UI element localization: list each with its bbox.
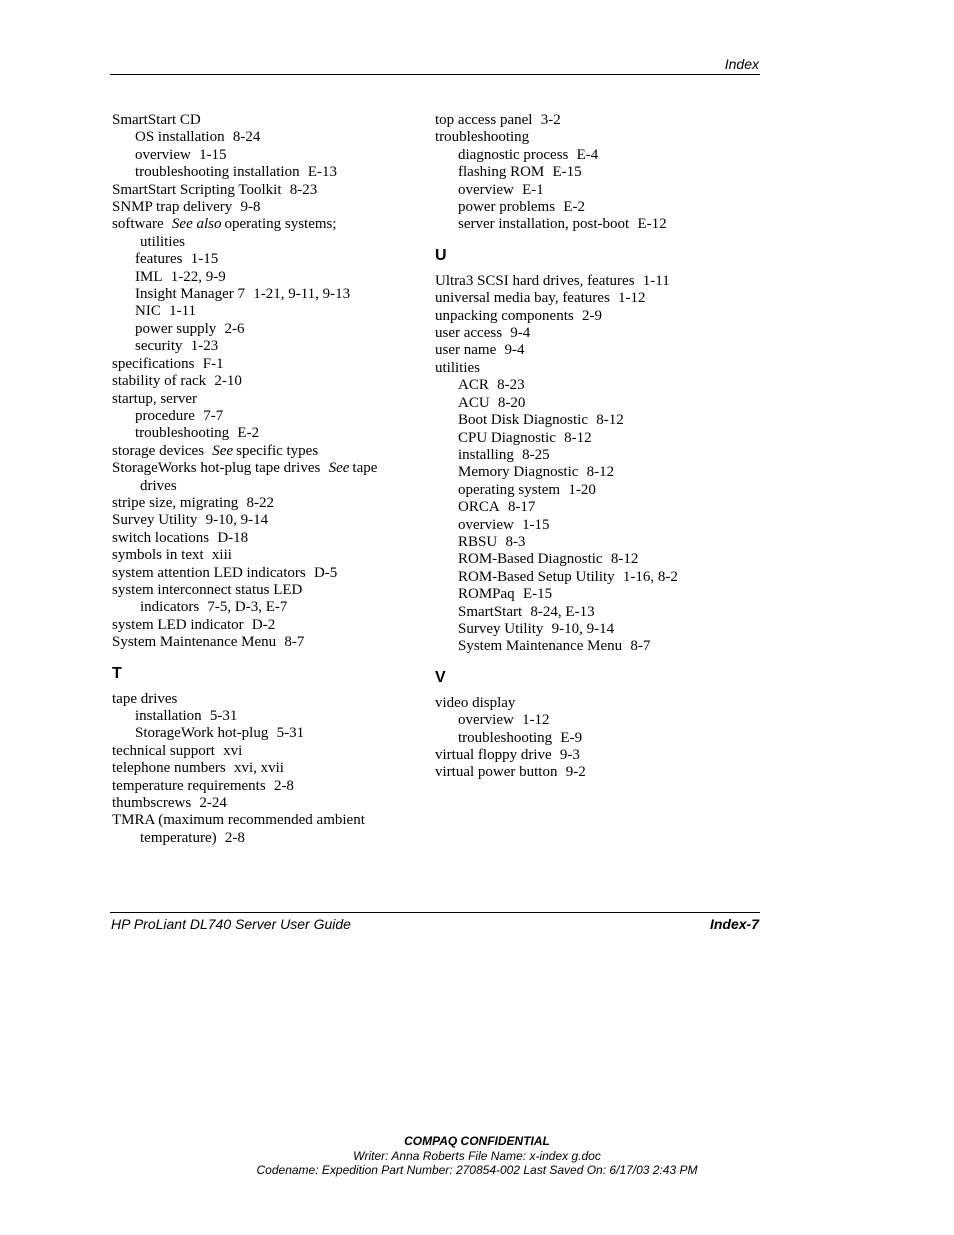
index-entry <box>435 712 735 729</box>
index-term: indicators <box>140 599 200 616</box>
confidential-writer: Writer: Anna Roberts File Name: x-index g.doc <box>353 1148 601 1163</box>
index-entry <box>112 582 412 599</box>
index-term: security <box>135 338 183 355</box>
index-term: specifications <box>112 355 195 372</box>
index-entry <box>435 764 735 781</box>
index-term: Survey Utility <box>458 620 544 637</box>
index-term: overview <box>458 181 514 198</box>
index-term: system interconnect status LED <box>112 581 303 598</box>
index-page-ref: E-1 <box>522 181 544 198</box>
index-entry <box>112 269 412 286</box>
index-entry <box>435 430 735 447</box>
index-term: Survey Utility <box>112 512 198 529</box>
index-entry <box>112 147 412 164</box>
index-term: RBSU <box>458 533 498 550</box>
index-entry <box>435 695 735 712</box>
index-page-ref: E-15 <box>522 586 553 603</box>
index-letter-t: T <box>112 664 122 682</box>
see-reference: See <box>212 442 234 459</box>
index-term: symbols in text <box>112 547 204 564</box>
index-term: stability of rack <box>112 373 207 390</box>
index-page-ref: 1-21, 9-11, 9-13 <box>253 286 351 303</box>
index-page-ref: 1-15 <box>199 146 227 163</box>
index-term: TMRA (maximum recommended ambient <box>112 812 365 829</box>
index-page-ref: E-12 <box>637 216 667 233</box>
index-entry <box>435 164 735 181</box>
index-page-ref: 8-3 <box>505 533 526 550</box>
index-page-ref: tape <box>352 460 378 477</box>
index-entry <box>112 373 412 390</box>
index-page-ref: specific types <box>236 442 319 459</box>
index-page-ref: E-4 <box>576 146 599 163</box>
index-page-ref: D-18 <box>217 529 249 546</box>
index-column-right <box>435 112 735 782</box>
index-page-ref: 3-2 <box>540 112 561 128</box>
index-term: installing <box>458 446 514 463</box>
index-term: switch locations <box>112 529 210 546</box>
index-page-ref: 5-31 <box>209 708 238 724</box>
index-entry <box>435 464 735 481</box>
index-term: StorageWorks hot-plug tape drives <box>112 460 321 477</box>
index-entry <box>435 308 735 325</box>
index-page-ref: 2-8 <box>273 777 294 794</box>
index-term: troubleshooting installation <box>135 164 300 181</box>
index-page-ref: 9-10, 9-14 <box>205 512 269 529</box>
see-reference: See <box>328 460 350 477</box>
index-term: OS installation <box>135 129 225 146</box>
index-page-ref: 9-4 <box>510 325 531 342</box>
index-term: ROMPaq <box>458 586 515 603</box>
index-term: temperature requirements <box>112 777 266 794</box>
index-term: NIC <box>135 303 161 320</box>
index-term: ORCA <box>458 499 500 516</box>
index-entry <box>112 286 412 303</box>
index-entry <box>112 547 412 564</box>
confidential-label: COMPAQ CONFIDENTIAL <box>404 1134 550 1148</box>
index-term: storage devices <box>112 442 205 459</box>
index-entry <box>112 216 412 233</box>
see-reference: See also <box>171 216 222 233</box>
index-page-ref: 8-22 <box>246 494 274 511</box>
index-entry <box>112 408 412 425</box>
index-entry <box>435 534 735 551</box>
index-group-t <box>112 691 412 848</box>
index-page-ref: 9-2 <box>565 764 586 781</box>
index-term: unpacking components <box>435 307 574 324</box>
index-group-s <box>112 112 412 652</box>
index-entry <box>435 517 735 534</box>
index-page-ref: 8-24, E-13 <box>530 603 595 620</box>
index-page-ref: 8-12 <box>564 429 592 446</box>
index-page-ref: 1-23 <box>190 338 219 355</box>
index-page-ref: 8-25 <box>522 446 550 463</box>
index-entry <box>112 303 412 320</box>
index-term: software <box>112 216 164 233</box>
index-term: top access panel <box>435 112 533 128</box>
index-entry <box>435 112 735 129</box>
index-entry <box>112 321 412 338</box>
index-term: virtual floppy drive <box>435 747 552 763</box>
index-term: Insight Manager 7 <box>135 286 245 303</box>
index-page-ref: 1-15 <box>522 516 550 533</box>
index-entry <box>112 830 412 847</box>
index-page-ref: 8-12 <box>596 412 624 429</box>
index-page-ref: 9-10, 9-14 <box>551 620 615 637</box>
index-group-v <box>435 695 735 782</box>
index-term: procedure <box>135 407 195 424</box>
index-entry <box>112 795 412 812</box>
index-entry <box>435 747 735 764</box>
index-entry <box>435 551 735 568</box>
index-column-left <box>112 112 412 847</box>
index-page-ref: 8-7 <box>630 638 651 655</box>
index-entry <box>112 425 412 442</box>
index-page-ref: 1-11 <box>169 303 197 320</box>
index-entry <box>435 586 735 603</box>
index-term: system attention LED indicators <box>112 564 306 581</box>
index-entry <box>112 129 412 146</box>
index-page-ref: 7-7 <box>203 407 224 424</box>
index-entry <box>435 273 735 290</box>
index-term: troubleshooting <box>458 729 553 746</box>
index-term: StorageWork hot-plug <box>135 725 269 742</box>
footer-book-title: HP ProLiant DL740 Server User Guide <box>111 916 351 932</box>
index-entry <box>112 617 412 634</box>
index-entry <box>435 377 735 394</box>
index-entry <box>112 251 412 268</box>
index-term: power supply <box>135 320 217 337</box>
index-term: System Maintenance Menu <box>458 638 623 655</box>
index-term: SmartStart Scripting Toolkit <box>112 181 282 198</box>
index-term: installation <box>135 708 202 724</box>
index-entry <box>435 216 735 233</box>
index-entry <box>112 478 412 495</box>
index-term: system LED indicator <box>112 616 244 633</box>
index-entry <box>435 604 735 621</box>
index-page-ref: E-9 <box>560 729 583 746</box>
index-term: drives <box>140 477 177 494</box>
footer-page-number: Index-7 <box>709 916 759 932</box>
index-entry <box>435 499 735 516</box>
index-entry <box>112 530 412 547</box>
index-letter-u: U <box>435 246 447 264</box>
index-page-ref: 1-12 <box>522 712 550 729</box>
index-entry <box>112 112 412 129</box>
index-term: features <box>135 251 183 268</box>
index-entry <box>435 395 735 412</box>
index-entry <box>112 634 412 651</box>
index-entry <box>435 482 735 499</box>
confidential-codename: Codename: Expedition Part Number: 270854-002 Last Saved On: 6/17/03 2:43 PM <box>256 1163 698 1177</box>
index-page-ref: E-2 <box>563 199 585 216</box>
index-entry <box>112 565 412 582</box>
index-page-ref: 9-3 <box>559 747 580 763</box>
index-page-ref: 1-11 <box>642 272 670 289</box>
index-page-ref: 1-12 <box>618 290 646 307</box>
index-page-ref: D-2 <box>251 616 276 633</box>
index-term: troubleshooting <box>435 129 530 146</box>
index-term: utilities <box>435 359 480 376</box>
header-title: Index <box>724 56 759 72</box>
index-entry <box>435 360 735 377</box>
index-group-u <box>435 273 735 656</box>
index-entry <box>112 725 412 742</box>
index-entry <box>112 234 412 251</box>
index-page-ref: 1-15 <box>190 251 219 268</box>
index-page-ref: E-15 <box>552 164 582 181</box>
index-page-ref: 2-6 <box>224 320 245 337</box>
index-page-ref: E-2 <box>237 425 260 442</box>
page-footer <box>110 912 760 932</box>
index-page-ref: 5-31 <box>276 725 305 742</box>
index-page-ref: 8-12 <box>610 551 639 568</box>
index-term: SmartStart CD <box>112 112 201 128</box>
index-term: Ultra3 SCSI hard drives, features <box>435 272 635 289</box>
index-page-ref: 8-23 <box>497 377 525 394</box>
index-page-ref: 8-7 <box>284 634 305 651</box>
index-page-ref: 7-5, D-3, E-7 <box>207 599 288 616</box>
index-page-ref: 9-4 <box>504 342 525 359</box>
index-entry <box>435 447 735 464</box>
index-term: server installation, post-boot <box>458 216 630 233</box>
index-entry <box>435 342 735 359</box>
index-term: CPU Diagnostic <box>458 429 556 446</box>
index-term: Boot Disk Diagnostic <box>458 412 588 429</box>
index-entry <box>112 443 412 460</box>
index-term: SNMP trap delivery <box>112 199 233 216</box>
index-term: thumbscrews <box>112 795 192 812</box>
index-term: user access <box>435 325 503 342</box>
index-page-ref: 2-8 <box>224 829 245 846</box>
index-term: startup, server <box>112 390 197 407</box>
index-entry <box>112 338 412 355</box>
index-page-ref: D-5 <box>313 564 338 581</box>
index-page-ref: 2-24 <box>199 795 227 812</box>
index-entry <box>435 147 735 164</box>
index-term: video display <box>435 694 516 711</box>
index-term: overview <box>458 712 514 729</box>
index-entry <box>435 412 735 429</box>
index-entry <box>435 621 735 638</box>
index-entry <box>112 199 412 216</box>
index-term: power problems <box>458 199 556 216</box>
index-term: diagnostic process <box>458 146 569 163</box>
page-header <box>110 55 760 75</box>
index-term: stripe size, migrating <box>112 494 239 511</box>
index-entry <box>112 460 412 477</box>
index-page-ref: E-13 <box>307 164 337 181</box>
index-term: ACU <box>458 394 490 411</box>
index-entry <box>112 599 412 616</box>
index-term: tape drives <box>112 690 178 707</box>
index-term: System Maintenance Menu <box>112 634 277 651</box>
index-entry <box>112 760 412 777</box>
index-page-ref: 8-20 <box>497 394 526 411</box>
index-entry <box>435 199 735 216</box>
index-term: flashing ROM <box>458 164 545 181</box>
index-entry <box>112 812 412 829</box>
index-term: ACR <box>458 377 489 394</box>
index-term: IML <box>135 268 163 285</box>
index-page-ref: operating systems; <box>224 216 337 233</box>
index-term: overview <box>135 146 191 163</box>
index-page-ref: 1-20 <box>568 481 596 498</box>
index-entry <box>112 164 412 181</box>
index-entry <box>435 129 735 146</box>
index-page-ref: 2-9 <box>581 307 602 324</box>
index-page-ref: 8-12 <box>586 464 615 481</box>
index-term: virtual power button <box>435 764 558 781</box>
index-letter-v: V <box>435 668 446 686</box>
index-entry <box>435 638 735 655</box>
index-term: ROM-Based Diagnostic <box>458 551 603 568</box>
index-page-ref: 1-16, 8-2 <box>622 568 678 585</box>
index-page-ref: 8-24 <box>232 129 261 146</box>
index-term: temperature) <box>140 829 217 846</box>
index-page-ref: F-1 <box>202 355 224 372</box>
index-entry <box>435 569 735 586</box>
index-term: universal media bay, features <box>435 290 610 307</box>
index-page-ref: xvi <box>223 742 243 759</box>
index-entry <box>435 290 735 307</box>
index-term: operating system <box>458 481 561 498</box>
index-group-t-cont <box>435 112 735 234</box>
index-page-ref: 8-17 <box>507 499 536 516</box>
index-term: troubleshooting <box>135 425 230 442</box>
index-term: user name <box>435 342 497 359</box>
index-entry <box>112 512 412 529</box>
index-page-ref: xvi, xvii <box>233 760 284 777</box>
confidential-block <box>0 1134 954 1178</box>
index-page-ref: xiii <box>211 547 232 564</box>
index-page-ref: 2-10 <box>214 373 242 390</box>
index-entry <box>112 356 412 373</box>
index-entry <box>112 743 412 760</box>
index-entry <box>435 182 735 199</box>
index-entry <box>112 778 412 795</box>
index-term: overview <box>458 516 514 533</box>
index-page-ref: 1-22, 9-9 <box>170 268 226 285</box>
index-term: ROM-Based Setup Utility <box>458 568 615 585</box>
index-entry <box>435 730 735 747</box>
index-entry <box>112 708 412 725</box>
index-page-ref: 8-23 <box>289 181 318 198</box>
index-term: SmartStart <box>458 603 523 620</box>
index-term: Memory Diagnostic <box>458 464 579 481</box>
index-entry <box>112 391 412 408</box>
index-term: utilities <box>140 233 185 250</box>
index-page-ref: 9-8 <box>240 199 261 216</box>
index-term: telephone numbers <box>112 760 226 777</box>
index-entry <box>112 182 412 199</box>
index-entry <box>112 495 412 512</box>
index-term: technical support <box>112 742 215 759</box>
index-entry <box>112 691 412 708</box>
index-entry <box>435 325 735 342</box>
